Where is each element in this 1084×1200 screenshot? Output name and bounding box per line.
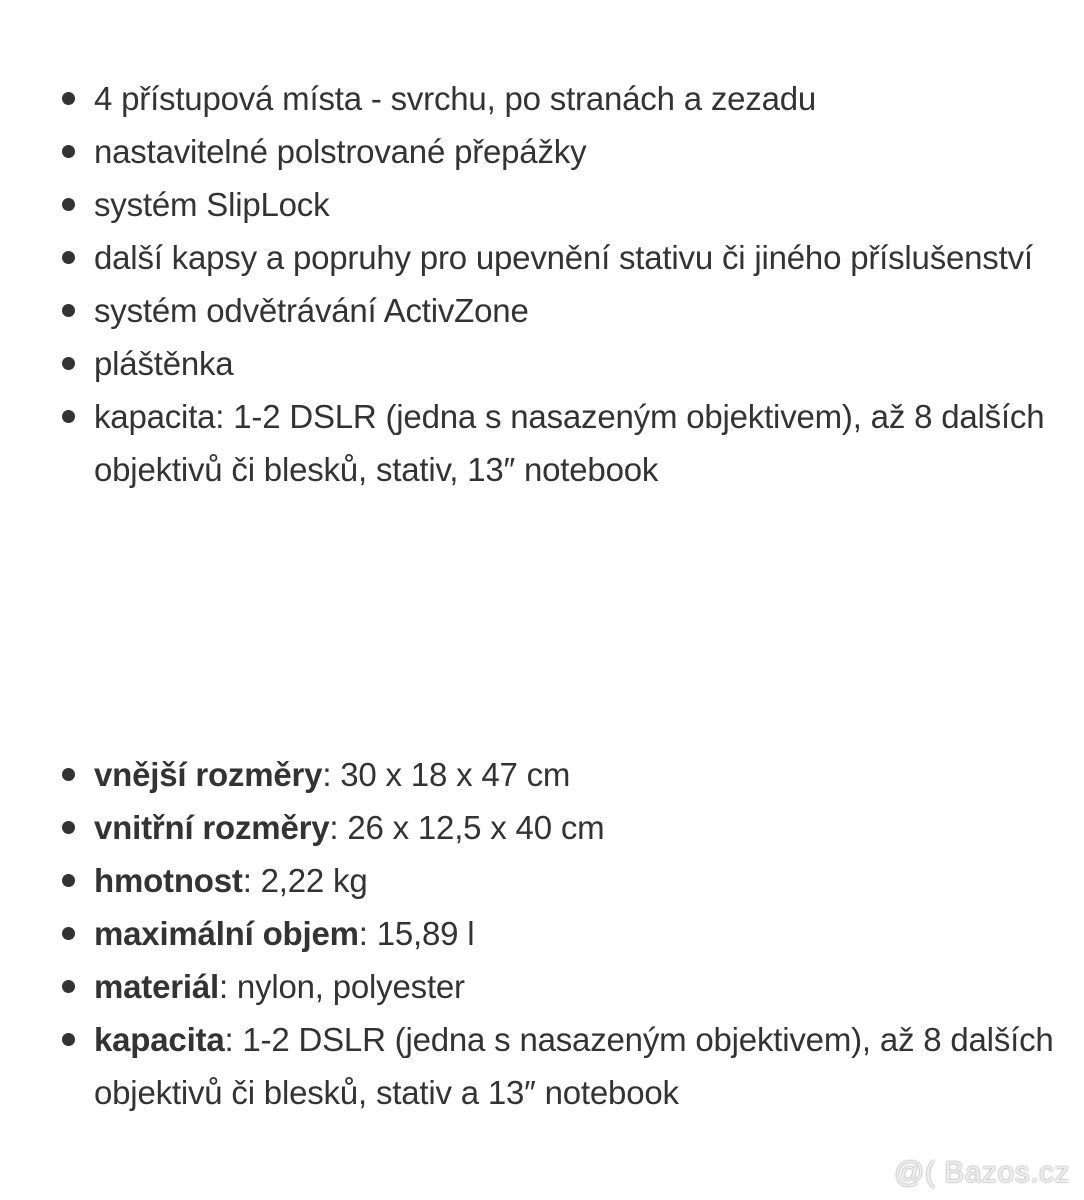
spec-label: hmotnost bbox=[94, 862, 243, 899]
feature-text: systém odvětrávání ActivZone bbox=[94, 292, 529, 329]
spec-item bbox=[60, 854, 1070, 907]
bullet-icon bbox=[62, 145, 75, 158]
bullet-icon bbox=[62, 410, 75, 423]
bullet-icon bbox=[62, 1033, 75, 1046]
list-item bbox=[60, 72, 1070, 125]
spec-value: : 30 x 18 x 47 cm bbox=[322, 756, 571, 793]
feature-text: další kapsy a popruhy pro upevnění stativu či jiného příslušenství bbox=[94, 239, 1033, 276]
spec-value: : nylon, polyester bbox=[218, 968, 465, 1005]
bullet-icon bbox=[62, 821, 75, 834]
list-item bbox=[60, 231, 1070, 284]
spec-label: vnější rozměry bbox=[94, 756, 323, 793]
specs-list bbox=[60, 748, 1070, 1119]
bullet-icon bbox=[62, 92, 75, 105]
feature-text: nastavitelné polstrované přepážky bbox=[94, 133, 587, 170]
spec-label: materiál bbox=[94, 968, 219, 1005]
bullet-icon bbox=[62, 927, 75, 940]
spec-item bbox=[60, 1013, 1070, 1119]
watermark: @( Bazos.cz bbox=[894, 1156, 1070, 1189]
list-item bbox=[60, 337, 1070, 390]
spec-value: : 1-2 DSLR (jedna s nasazeným objektivem), až 8 dalších objektivů či blesků, stativ a 13″ notebook bbox=[94, 1021, 1054, 1111]
feature-text: kapacita: 1-2 DSLR (jedna s nasazeným objektivem), až 8 dalších objektivů či blesků, stativ, 13″ notebook bbox=[94, 398, 1045, 488]
bullet-icon bbox=[62, 304, 75, 317]
spec-item bbox=[60, 960, 1070, 1013]
spec-item bbox=[60, 907, 1070, 960]
spec-label: kapacita bbox=[94, 1021, 225, 1058]
feature-text: pláštěnka bbox=[94, 345, 234, 382]
features-list bbox=[60, 72, 1070, 496]
list-item bbox=[60, 390, 1070, 496]
bullet-icon bbox=[62, 768, 75, 781]
bullet-icon bbox=[62, 874, 75, 887]
bullet-icon bbox=[62, 357, 75, 370]
spec-item bbox=[60, 748, 1070, 801]
list-item bbox=[60, 178, 1070, 231]
list-item bbox=[60, 284, 1070, 337]
bullet-icon bbox=[62, 251, 75, 264]
spec-label: vnitřní rozměry bbox=[94, 809, 330, 846]
list-item bbox=[60, 125, 1070, 178]
feature-text: 4 přístupová místa - svrchu, po stranách a zezadu bbox=[94, 80, 817, 117]
spec-value: : 26 x 12,5 x 40 cm bbox=[329, 809, 605, 846]
spec-value: : 15,89 l bbox=[358, 915, 475, 952]
spec-item bbox=[60, 801, 1070, 854]
bullet-icon bbox=[62, 198, 75, 211]
feature-text: systém SlipLock bbox=[94, 186, 330, 223]
spec-value: : 2,22 kg bbox=[242, 862, 368, 899]
spec-label: maximální objem bbox=[94, 915, 359, 952]
bullet-icon bbox=[62, 980, 75, 993]
